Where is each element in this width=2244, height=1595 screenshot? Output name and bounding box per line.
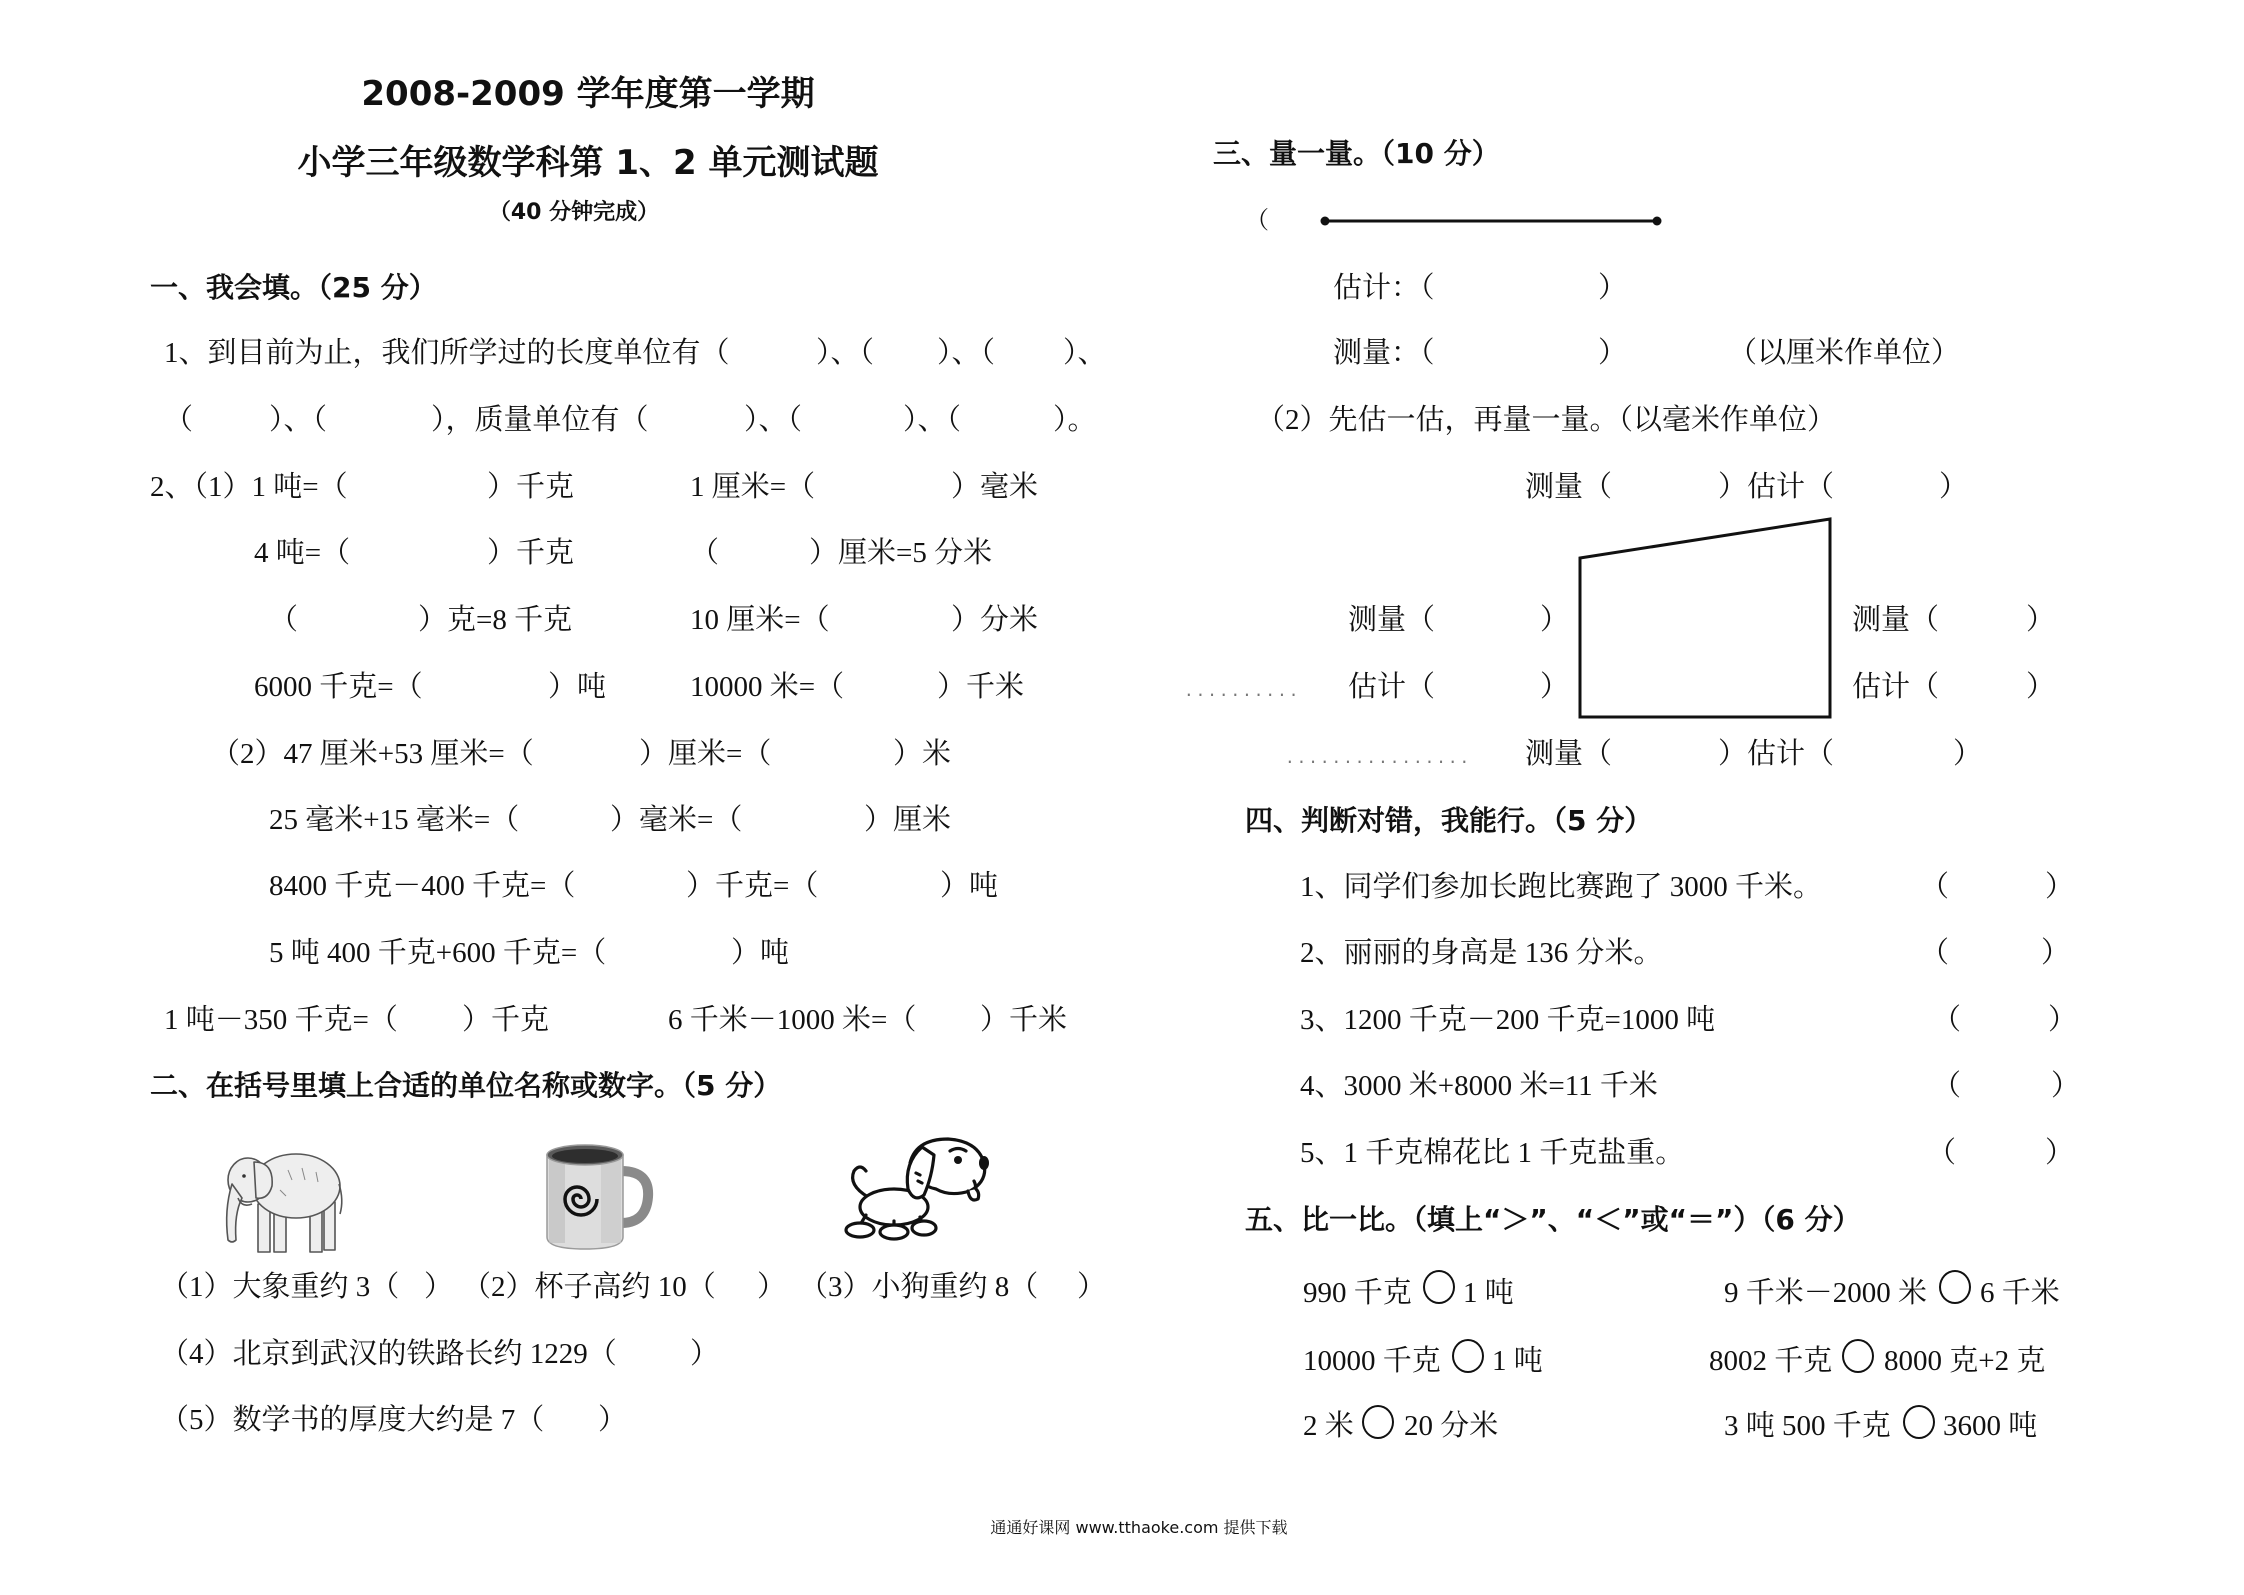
right-side-estimate-bracket: ） xyxy=(2026,671,2056,703)
judge-item-text: 3、1200 千克－200 千克=1000 吨 xyxy=(1300,1004,1716,1036)
bottom-side-estimate: ）估计（ xyxy=(1718,738,1835,770)
q2-row-text: ）吨 xyxy=(548,671,607,703)
section3-heading: 三、量一量。（10 分） xyxy=(1213,137,1500,170)
q2-row-text: ）毫米=（ xyxy=(610,804,743,836)
judge-bracket-open: （ xyxy=(1920,937,1950,969)
compare-left-operand: 2 米 xyxy=(1303,1410,1354,1442)
q2-row-text: 2、（1）1 吨=（ xyxy=(150,471,348,503)
q1-line1-bracket: ）、 xyxy=(1063,337,1107,369)
compare-circle xyxy=(1423,1270,1455,1304)
compare-left-operand: 10000 千克 xyxy=(1303,1345,1441,1377)
compare-circle xyxy=(1452,1339,1484,1373)
section4-heading: 四、判断对错，我能行。（5 分） xyxy=(1245,804,1653,837)
compare-right-operand: 6 千米 xyxy=(1980,1277,2060,1309)
q2-row-text: 6000 千克=（ xyxy=(254,671,423,703)
compare-right-operand: 1 吨 xyxy=(1463,1277,1514,1309)
compare-left-operand: 8002 千克 xyxy=(1709,1345,1833,1377)
q2-row-text: ）千克 xyxy=(487,471,575,503)
q1-line1-bracket: ）、（ xyxy=(937,337,996,369)
top-side-bracket: ） xyxy=(1939,471,1969,503)
q1-line2-bracket: ）、（ xyxy=(903,404,962,436)
bottom-side-measure: 测量（ xyxy=(1525,738,1613,770)
q1-line1-text: 1、到目前为止，我们所学过的长度单位有（ xyxy=(164,337,730,369)
exam-title-year: 2008-2009 学年度第一学期 xyxy=(361,74,815,114)
q2-row-text: ）厘米=（ xyxy=(639,738,772,770)
judge-item-text: 1、同学们参加长跑比赛跑了 3000 千米。 xyxy=(1300,871,1823,903)
q2-row-text: 10000 米=（ xyxy=(690,671,845,703)
left-side-estimate: 估计（ xyxy=(1348,671,1436,703)
dotted-leader: .......... xyxy=(1184,681,1301,700)
right-side-measure: 测量（ xyxy=(1852,604,1940,636)
exam-title: 小学三年级数学科第 1、2 单元测试题 xyxy=(297,143,879,183)
q2-2-bracket: ） xyxy=(757,1271,787,1303)
compare-right-operand: 3600 吨 xyxy=(1943,1410,2038,1442)
section5-heading: 五、比一比。（填上“＞”、“＜”或“＝”）（6 分） xyxy=(1245,1203,1861,1236)
judge-bracket-open: （ xyxy=(1927,1137,1957,1169)
right-side-estimate: 估计（ xyxy=(1852,671,1940,703)
q2-row-text: ）吨 xyxy=(940,870,999,902)
part1-unit-note: （以厘米作单位） xyxy=(1728,337,1961,369)
judge-bracket-close: ） xyxy=(2041,937,2071,969)
q2-row-text: （ xyxy=(690,537,720,569)
q2-row-text: 1 吨－350 千克=（ xyxy=(164,1004,398,1036)
dotted-leader: ................ xyxy=(1285,748,1472,767)
q1-line1-bracket: ）、（ xyxy=(816,337,875,369)
section1-heading: 一、我会填。（25 分） xyxy=(150,271,437,304)
compare-left-operand: 990 千克 xyxy=(1303,1277,1412,1309)
part1-label: （ xyxy=(1245,208,1269,234)
judge-bracket-close: ） xyxy=(2048,1004,2078,1036)
q1-line2-bracket: ）、（ xyxy=(744,404,803,436)
q2-4-text: （4）北京到武汉的铁路长约 1229（ xyxy=(160,1338,617,1370)
exam-duration-note: （40 分钟完成） xyxy=(488,200,660,225)
compare-right-operand: 8000 克+2 克 xyxy=(1884,1345,2046,1377)
section2-heading: 二、在括号里填上合适的单位名称或数字。（5 分） xyxy=(150,1069,782,1102)
part1-estimate-label: 估计：（ xyxy=(1333,272,1435,304)
q2-row-text: 6 千米－1000 米=（ xyxy=(668,1004,917,1036)
q2-row-text: （ xyxy=(269,604,299,636)
judge-item-text: 2、丽丽的身高是 136 分米。 xyxy=(1300,937,1663,969)
compare-circle xyxy=(1842,1339,1874,1373)
left-side-measure-bracket: ） xyxy=(1540,604,1570,636)
left-side-measure: 测量（ xyxy=(1348,604,1436,636)
judge-item-text: 4、3000 米+8000 米=11 千米 xyxy=(1300,1070,1658,1102)
compare-left-operand: 3 吨 500 千克 xyxy=(1724,1410,1891,1442)
top-side-estimate: ）估计（ xyxy=(1718,471,1835,503)
q1-line2-bracket: ）。 xyxy=(1053,404,1097,436)
q1-line2-bracket: ）、（ xyxy=(269,404,328,436)
q2-row-text: ）千米 xyxy=(980,1004,1068,1036)
q2-row-text: ）米 xyxy=(893,738,952,770)
q2-row-text: （2）47 厘米+53 厘米=（ xyxy=(211,738,534,770)
q2-row-text: 1 厘米=（ xyxy=(690,471,816,503)
q2-row-text: ）千克 xyxy=(462,1004,550,1036)
judge-item-text: 5、1 千克棉花比 1 千克盐重。 xyxy=(1300,1137,1685,1169)
judge-bracket-open: （ xyxy=(1932,1004,1962,1036)
q2-3-text: （3）小狗重约 8（ xyxy=(799,1271,1039,1303)
elephant-picture xyxy=(218,1140,346,1256)
compare-right-operand: 1 吨 xyxy=(1492,1345,1543,1377)
q2-row-text: 5 吨 400 千克+600 千克=（ xyxy=(269,937,607,969)
q2-row-text: ）吨 xyxy=(731,937,790,969)
q2-row-text: ）厘米=5 分米 xyxy=(809,537,993,569)
line-segment-to-measure xyxy=(1318,211,1664,231)
q2-row-text: 10 厘米=（ xyxy=(690,604,830,636)
q2-row-text: 8400 千克－400 千克=（ xyxy=(269,870,576,902)
q1-line2-bracket: （ xyxy=(164,404,194,436)
part1-measure-label: 测量：（ xyxy=(1333,337,1435,369)
part1-measure-bracket: ） xyxy=(1598,337,1628,369)
q2-row-text: ）千米 xyxy=(937,671,1025,703)
bottom-side-bracket: ） xyxy=(1953,738,1983,770)
compare-right-operand: 20 分米 xyxy=(1404,1410,1499,1442)
part2-title: （2）先估一估，再量一量。（以毫米作单位） xyxy=(1256,404,1837,436)
dog-picture xyxy=(838,1133,992,1242)
compare-left-operand: 9 千米－2000 米 xyxy=(1724,1277,1928,1309)
compare-circle xyxy=(1939,1270,1971,1304)
compare-circle xyxy=(1903,1405,1935,1439)
q2-3-bracket: ） xyxy=(1077,1271,1107,1303)
part1-estimate-bracket: ） xyxy=(1598,272,1628,304)
q1-line2-text: ），质量单位有（ xyxy=(431,404,649,436)
q2-row-text: ）分米 xyxy=(951,604,1039,636)
q2-row-text: ）千克=（ xyxy=(686,870,819,902)
q2-row-text: 4 吨=（ xyxy=(254,537,351,569)
q2-row-text: 25 毫米+15 毫米=（ xyxy=(269,804,520,836)
judge-bracket-close: ） xyxy=(2045,871,2075,903)
left-side-estimate-bracket: ） xyxy=(1540,671,1570,703)
q2-row-text: ）毫米 xyxy=(951,471,1039,503)
judge-bracket-open: （ xyxy=(1920,871,1950,903)
quadrilateral-figure xyxy=(1575,514,1837,722)
mug-picture xyxy=(537,1137,656,1253)
q2-5-bracket: ） xyxy=(598,1404,628,1436)
q2-5-text: （5）数学书的厚度大约是 7（ xyxy=(160,1404,545,1436)
q2-row-text: ）克=8 千克 xyxy=(418,604,573,636)
judge-bracket-close: ） xyxy=(2045,1137,2075,1169)
q2-row-text: ）千克 xyxy=(487,537,575,569)
judge-bracket-open: （ xyxy=(1932,1070,1962,1102)
right-side-measure-bracket: ） xyxy=(2026,604,2056,636)
compare-circle xyxy=(1362,1405,1394,1439)
top-side-measure: 测量（ xyxy=(1525,471,1613,503)
q2-1-text: （1）大象重约 3（ xyxy=(160,1271,400,1303)
judge-bracket-close: ） xyxy=(2051,1070,2081,1102)
q2-1-bracket: ） xyxy=(424,1271,454,1303)
q2-row-text: ）厘米 xyxy=(864,804,952,836)
footer-source-note: 通通好课网 www.tthaoke.com 提供下载 xyxy=(990,1518,1288,1537)
q2-2-text: （2）杯子高约 10（ xyxy=(462,1271,716,1303)
q2-4-bracket: ） xyxy=(690,1338,720,1370)
